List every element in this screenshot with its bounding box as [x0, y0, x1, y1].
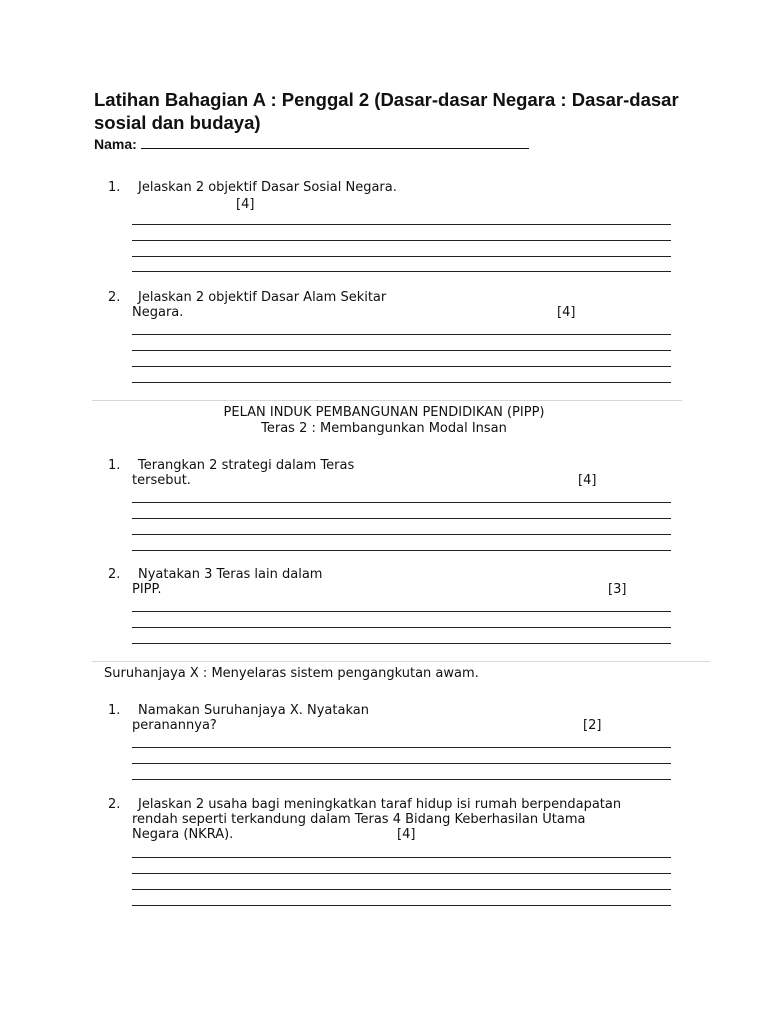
answer-line[interactable]	[132, 779, 671, 780]
answer-line[interactable]	[132, 502, 671, 503]
answer-line[interactable]	[132, 747, 671, 748]
question-number: 1.	[108, 458, 121, 473]
question-mark: [2]	[583, 718, 602, 733]
answer-line[interactable]	[132, 224, 671, 225]
question-number: 1.	[108, 180, 121, 195]
name-field[interactable]	[94, 136, 529, 152]
question-number: 2.	[108, 567, 121, 582]
name-blank-line[interactable]	[141, 136, 529, 149]
answer-line[interactable]	[132, 857, 671, 858]
answer-line[interactable]	[132, 627, 671, 628]
question-text: Terangkan 2 strategi dalam Teras	[138, 458, 355, 473]
question-text-continued: PIPP.	[132, 582, 162, 597]
page-title: Latihan Bahagian A : Penggal 2 (Dasar-dasar Negara : Dasar-dasar sosial dan budaya)	[94, 89, 679, 133]
question-mark: [4]	[397, 827, 416, 842]
answer-line[interactable]	[132, 889, 671, 890]
answer-line[interactable]	[132, 334, 671, 335]
answer-line[interactable]	[132, 905, 671, 906]
question-text: Jelaskan 2 objektif Dasar Sosial Negara.	[138, 180, 397, 195]
question-number: 1.	[108, 703, 121, 718]
question-text-continued: Negara (NKRA).	[132, 827, 234, 842]
question-text-continued: tersebut.	[132, 473, 191, 488]
question-text: Jelaskan 2 objektif Dasar Alam Sekitar	[138, 290, 387, 305]
question-text-continued: Negara.	[132, 305, 184, 320]
question-mark: [3]	[608, 582, 627, 597]
answer-line[interactable]	[132, 873, 671, 874]
answer-line[interactable]	[132, 271, 671, 272]
question-text: Jelaskan 2 usaha bagi meningkatkan taraf hidup isi rumah berpendapatan	[138, 797, 622, 812]
answer-line[interactable]	[132, 256, 671, 257]
question-number: 2.	[108, 797, 121, 812]
name-label: Nama:	[94, 136, 137, 152]
question-mark: [4]	[578, 473, 597, 488]
section-divider	[92, 400, 682, 401]
answer-line[interactable]	[132, 518, 671, 519]
question-number: 2.	[108, 290, 121, 305]
question-text-continued: peranannya?	[132, 718, 217, 733]
question-mark: [4]	[236, 197, 255, 212]
question-mark: [4]	[557, 305, 576, 320]
section-divider	[92, 661, 710, 662]
answer-line[interactable]	[132, 550, 671, 551]
question-text: Nyatakan 3 Teras lain dalam	[138, 567, 323, 582]
answer-line[interactable]	[132, 350, 671, 351]
answer-line[interactable]	[132, 382, 671, 383]
question-text-continued: rendah seperti terkandung dalam Teras 4 Bidang Keberhasilan Utama	[132, 812, 586, 827]
section-heading-pipp: PELAN INDUK PEMBANGUNAN PENDIDIKAN (PIPP)	[223, 405, 545, 420]
answer-line[interactable]	[132, 240, 671, 241]
answer-line[interactable]	[132, 643, 671, 644]
section-subheading-teras: Teras 2 : Membangunkan Modal Insan	[261, 421, 507, 436]
answer-line[interactable]	[132, 366, 671, 367]
question-text: Namakan Suruhanjaya X. Nyatakan	[138, 703, 369, 718]
answer-line[interactable]	[132, 534, 671, 535]
answer-line[interactable]	[132, 611, 671, 612]
answer-line[interactable]	[132, 763, 671, 764]
section-heading-suruhanjaya: Suruhanjaya X : Menyelaras sistem pengangkutan awam.	[104, 666, 479, 681]
